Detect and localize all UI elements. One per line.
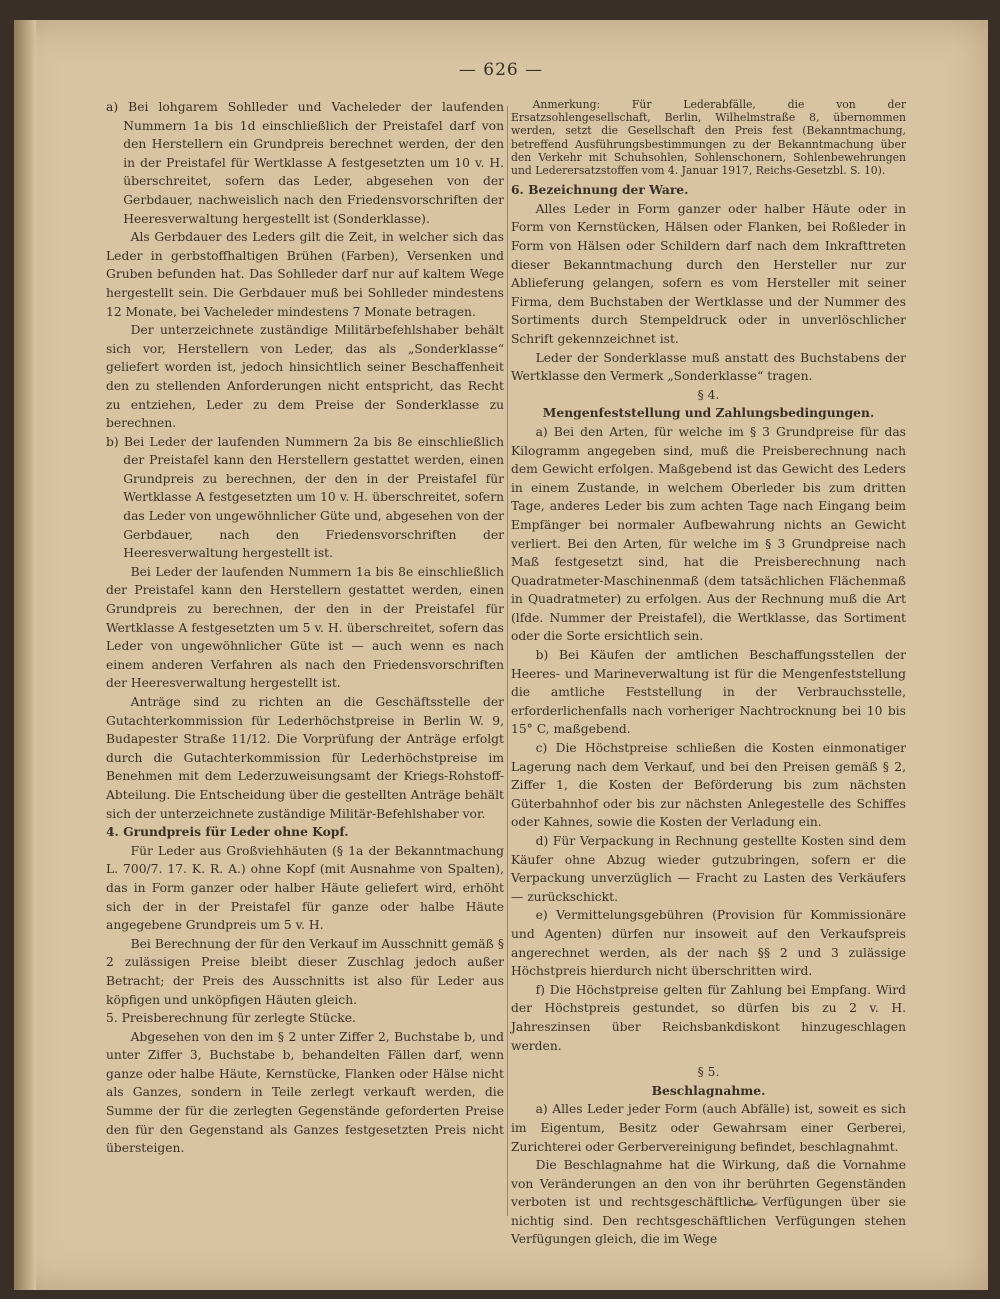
paragraph-4-a: a) Bei den Arten, für welche im § 3 Grundpreise für das Kilogramm angegeben sind, muß die Preisberechnung nach dem Gewicht erfolgen. Maßgebend ist das Gewicht des Leders in einem Zustande, in welchem Oberleder bis zum dritten Tage, anderes Leder bis zum achten Tage nach Eingang beim Empfänger bei normaler Aufbewahrung nichts an Gewicht verliert. Bei den Arten, für welche im § 3 Grundpreise nach Maß festgesetzt sind, hat die Preisberechnung nach Quadratmeter-Maschinenmaß (dem tatsächlichen Flächenmaß in Quadratmeter) zu erfolgen. Aus der Rechnung muß die Art (lfde. Nummer der Preistafel), die Wertklasse, das Sortiment oder die Sorte ersichtlich sein. (511, 424, 906, 644)
footer-mark (744, 1198, 758, 1206)
paragraph-5-a-2: Die Beschlagnahme hat die Wirkung, daß die Vornahme von Veränderungen an den von ihr berührten Gegenständen verboten ist und rechtsgeschäftliche Verfügungen über sie nichtig sind. Den rechtsgeschäftlichen Verfügungen stehen Verfügungen gleich, die im Wege (511, 1158, 906, 1247)
left-b-paragraph-3: Anträge sind zu richten an die Geschäftsstelle der Gutachterkommission für Lederhöchstpreise in Berlin W. 9, Budapester Straße 11/12. Die Vorprüfung der Anträge erfolgt durch die Gutachterkommission für Lederhöchstpreise im Benehmen mit dem Lederzuweisungsamt der Kriegs-Rohstoff-Abteilung. Die Entscheidung über die gestellten Anträge behält sich der unterzeichnete zuständige Militär-Befehlshaber vor. (106, 695, 504, 821)
section-6-paragraph: Alles Leder in Form ganzer oder halber Häute oder in Form von Kernstücken, Hälsen oder Flanken, bei Roßleder in Form von Hälsen oder Schildern darf nach dem Inkrafttreten dieser Bekanntmachung durch den Hersteller nur zur Ablieferung gelangen, sofern es vom Hersteller mit seiner Firma, dem Buchstaben der Wertklasse und der Nummer des Sortiments durch Stempeldruck oder in unverlöschlicher Schrift gekennzeichnet ist. (511, 201, 906, 346)
paragraph-4-number: § 4. (697, 387, 720, 402)
section-4-paragraph: Für Leder aus Großviehhäuten (§ 1a der Bekanntmachung L. 700/7. 17. K. R. A.) ohne Kopf (mit Ausnahme von Spalten), das in Form ganzer oder halber Häute geliefert wird, erhöht sich der in der Preistafel für ganze oder halbe Häute angegebene Grundpreis um 5 v. H. (106, 843, 504, 933)
section-6-heading: 6. Bezeichnung der Ware. (511, 182, 689, 198)
paragraph-4-b: b) Bei Käufen der amtlichen Beschaffungsstellen der Heeres- und Marineverwaltung ist für die Mengenfeststellung die amtliche Feststellung in der Verbrauchsstelle, erforderlichenfalls nach vorheriger Nachtrocknung bei 10 bis 15° C, maßgebend. (511, 648, 906, 737)
annotation-note: Anmerkung: Für Lederabfälle, die von der Ersatzsohlengesellschaft, Berlin, Wilhelmstraße 8, übernommen werden, setzt die Gesellschaft den Preis fest (Bekanntmachung, betreffend Ausführungsbestimmungen zu der Bekanntmachung über den Verkehr mit Schuhsohlen, Sohlenschonern, Sohlenbewehrungen und Lederersatzstoffen vom 4. Januar 1917, Reichs-Gesetzbl. S. 10). (511, 98, 906, 178)
section-6-paragraph-2: Leder der Sonderklasse muß anstatt des Buchstabens der Wertklasse den Vermerk „Sonderklasse“ tragen. (511, 350, 906, 384)
page-binding (14, 20, 36, 1290)
left-a-paragraph-2: Als Gerbdauer des Leders gilt die Zeit, in welcher sich das Leder in gerbstoffhaltigen Brühen (Farben), Versenken und Gruben befunden hat. Das Sohlleder darf nur auf kaltem Wege hergestellt sein. Die Gerbdauer muß bei Sohlleder mindestens 12 Monate, bei Vacheleder mindestens 7 Monate betragen. (106, 230, 504, 319)
right-column (511, 98, 906, 1249)
paragraph-5-title: Beschlagnahme. (651, 1082, 766, 1098)
left-a-paragraph: a) Bei lohgarem Sohlleder und Vacheleder der laufenden Nummern 1a bis 1d einschließlich der Preistafel darf von den Herstellern ein Grundpreis berechnet werden, der den in der Preistafel für Wertklasse A festgesetzten um 10 v. H. überschreitet, sofern das Leder, abgesehen von der Gerbdauer, nachweislich nach den Friedensvorschriften der Heeresverwaltung hergestellt ist (Sonderklasse). (106, 100, 504, 226)
section-5-paragraph: Abgesehen von den im § 2 unter Ziffer 2, Buchstabe b, und unter Ziffer 3, Buchstabe b, behandelten Fällen darf, wenn ganze oder halbe Häute, Kernstücke, Flanken oder Hälse nicht als Ganzes, sondern in Teile zerlegt verkauft werden, die Summe der für die zerlegten Gegenstände geforderten Preise den für den Gegenstand als Ganzes festgesetzten Preis nicht übersteigen. (106, 1029, 504, 1156)
section-4-paragraph-2: Bei Berechnung der für den Verkauf im Ausschnitt gemäß § 2 zulässigen Preise bleibt dieser Zuschlag jedoch außer Betracht; der Preis des Ausschnitts ist also für Leder aus köpfigen und unköpfigen Häuten gleich. (106, 936, 504, 1007)
paragraph-5-a: a) Alles Leder jeder Form (auch Abfälle) ist, soweit es sich im Eigentum, Besitz oder Gewahrsam einer Gerberei, Zurichterei oder Gerbervereinigung befindet, beschlagnahmt. (511, 1102, 906, 1154)
page-number: — 626 — (458, 60, 544, 80)
paragraph-5-number: § 5. (697, 1065, 720, 1080)
left-b-paragraph-2: Bei Leder der laufenden Nummern 1a bis 8e einschließlich der Preistafel kann den Herstellern gestattet werden, einen Grundpreis zu berechnen, der den in der Preistafel für Wertklasse A festgesetzten um 5 v. H. überschreitet, sofern das Leder von ungewöhnlicher Güte ist — auch wenn es nach einem anderen Verfahren als nach den Friedensvorschriften der Heeresverwaltung hergestellt ist. (106, 564, 504, 691)
column-divider (507, 106, 508, 1216)
section-4-heading: 4. Grundpreis für Leder ohne Kopf. (106, 824, 349, 840)
left-a-paragraph-3: Der unterzeichnete zuständige Militärbefehlshaber behält sich vor, Herstellern von Leder, das als „Sonderklasse“ geliefert worden ist, jedoch hinsichtlich seiner Beschaffenheit den zu stellenden Anforderungen nicht entspricht, das Recht zu entziehen, Leder zu dem Preise der Sonderklasse zu berechnen. (106, 323, 504, 431)
document-page (14, 20, 988, 1290)
paragraph-4-title: Mengenfeststellung und Zahlungsbedingungen. (542, 405, 875, 421)
left-column (106, 98, 504, 1158)
paragraph-4-d: d) Für Verpackung in Rechnung gestellte Kosten sind dem Käufer ohne Abzug wieder gutzubringen, sofern er die Verpackung unverzüglich — Fracht zu Lasten des Verkäufers — zurückschickt. (511, 834, 906, 904)
paragraph-4-e: e) Vermittelungsgebühren (Provision für Kommissionäre und Agenten) dürfen nur insoweit auf den Verkaufspreis angerechnet werden, als der nach §§ 2 und 3 zulässige Höchstpreis hierdurch nicht überschritten wird. (511, 908, 906, 979)
paragraph-4-c: c) Die Höchstpreise schließen die Kosten einmonatiger Lagerung nach dem Verkauf, und bei den Preisen gemäß § 2, Ziffer 1, die Kosten der Beförderung bis zum nächsten Güterbahnhof oder bis zur nächsten Anlegestelle des Schiffes oder Kahnes, sowie die Kosten der Verladung ein. (511, 741, 906, 830)
section-5-heading: 5. Preisberechnung für zerlegte Stücke. (106, 1011, 356, 1026)
paragraph-4-f: f) Die Höchstpreise gelten für Zahlung bei Empfang. Wird der Höchstpreis gestundet, so dürfen bis zu 2 v. H. Jahreszinsen über Reichsbankdiskont hinzugeschlagen werden. (511, 982, 906, 1053)
left-b-paragraph: b) Bei Leder der laufenden Nummern 2a bis 8e einschließlich der Preistafel kann den Herstellern gestattet werden, einen Grundpreis zu berechnen, der den in der Preistafel für Wertklasse A festgesetzten um 10 v. H. überschreitet, sofern das Leder von ungewöhnlicher Güte und, abgesehen von der Gerbdauer, nach den Friedensvorschriften der Heeresverwaltung hergestellt ist. (106, 434, 504, 561)
